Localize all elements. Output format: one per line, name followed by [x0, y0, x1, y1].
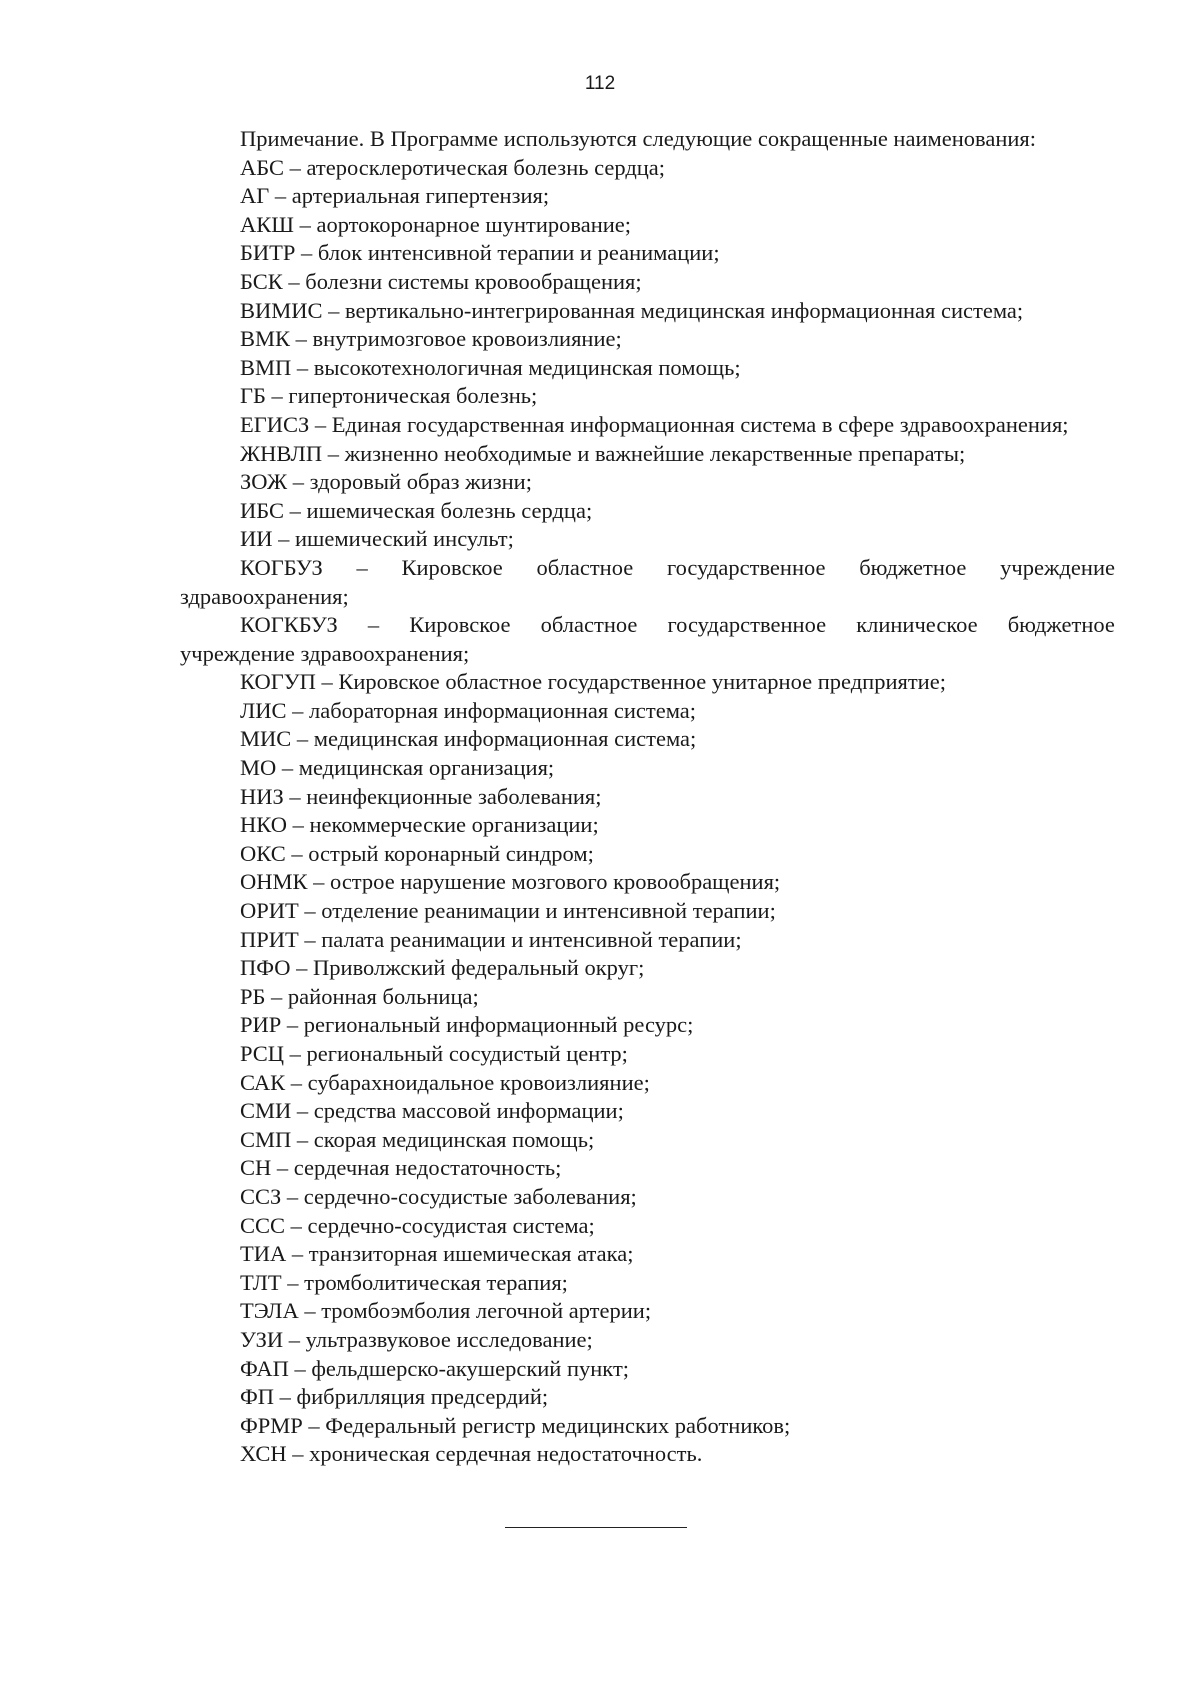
abbreviation-item: ФРМР – Федеральный регистр медицинских работников; — [240, 1412, 791, 1438]
abbreviation-word: бюджетное — [859, 554, 967, 580]
abbreviation-item: БИТР – блок интенсивной терапии и реанимации; — [240, 240, 720, 266]
end-separator-line — [505, 1527, 687, 1528]
abbreviation-item: ОКС – острый коронарный синдром; — [240, 840, 594, 866]
abbreviation-item: ССЗ – сердечно-сосудистые заболевания; — [240, 1183, 637, 1209]
abbreviation-item: НКО – некоммерческие организации; — [240, 812, 599, 838]
abbreviation-item: ВМК – внутримозговое кровоизлияние; — [240, 326, 622, 352]
abbreviation-word: областное — [536, 554, 634, 580]
abbreviation-item: ОРИТ – отделение реанимации и интенсивной терапии; — [240, 898, 776, 924]
abbreviation-first-line — [180, 554, 1115, 583]
abbreviation-item: ПФО – Приволжский федеральный округ; — [240, 955, 645, 981]
abbreviation-item: ВИМИС – вертикально-интегрированная медицинская информационная система; — [240, 297, 1024, 323]
abbreviation-word: бюджетное — [1007, 612, 1115, 638]
abbreviation-word: учреждение — [1000, 554, 1115, 580]
abbreviation-item: ФАП – фельдшерско-акушерский пункт; — [240, 1355, 630, 1381]
abbreviation-item: СМИ – средства массовой информации; — [240, 1098, 624, 1124]
abbreviation-item: АГ – артериальная гипертензия; — [240, 183, 550, 209]
abbreviation-item — [180, 611, 1115, 668]
abbreviation-item: ЕГИСЗ – Единая государственная информационная система в сфере здравоохранения; — [240, 411, 1069, 437]
abbreviation-item: ТЛТ – тромболитическая терапия; — [240, 1269, 568, 1295]
abbreviation-item: ЛИС – лабораторная информационная система; — [240, 697, 697, 723]
abbreviation-word: государственное — [667, 612, 827, 638]
abbreviation-item: ВМП – высокотехнологичная медицинская помощь; — [240, 354, 741, 380]
abbreviation-item: АКШ – аортокоронарное шунтирование; — [240, 211, 632, 237]
document-body — [180, 125, 1115, 1469]
abbreviation-item: ФП – фибрилляция предсердий; — [240, 1384, 549, 1410]
abbreviation-item: ТИА – транзиторная ишемическая атака; — [240, 1241, 634, 1267]
abbreviation-item: МО – медицинская организация; — [240, 755, 555, 781]
abbreviation-item: МИС – медицинская информационная система; — [240, 726, 697, 752]
abbreviation-word: Кировское — [409, 612, 511, 638]
abbreviation-word: Кировское — [401, 554, 503, 580]
abbreviation-item: ОНМК – острое нарушение мозгового кровообращения; — [240, 869, 781, 895]
abbreviation-word: государственное — [666, 554, 826, 580]
abbreviation-continuation: здравоохранения; — [180, 583, 349, 609]
abbreviation-item: ЗОЖ – здоровый образ жизни; — [240, 469, 532, 495]
abbreviation-item: РИР – региональный информационный ресурс; — [240, 1012, 694, 1038]
abbreviation-item: ПРИТ – палата реанимации и интенсивной терапии; — [240, 926, 742, 952]
abbreviation-item: ИИ – ишемический инсульт; — [240, 526, 514, 552]
abbreviation-word: – — [356, 554, 368, 580]
abbreviation-item: НИЗ – неинфекционные заболевания; — [240, 783, 602, 809]
abbreviation-item: КОГУП – Кировское областное государственное унитарное предприятие; — [240, 669, 946, 695]
abbreviation-item: АБС – атеросклеротическая болезнь сердца; — [240, 154, 666, 180]
abbreviation-item: РСЦ – региональный сосудистый центр; — [240, 1041, 628, 1066]
abbreviation-list-wrapped — [180, 554, 1115, 668]
abbreviation-item: РБ – районная больница; — [240, 983, 479, 1009]
abbreviation-item: УЗИ – ультразвуковое исследование; — [240, 1326, 593, 1352]
abbreviation-item: ГБ – гипертоническая болезнь; — [240, 383, 538, 409]
abbreviation-item: СН – сердечная недостаточность; — [240, 1155, 562, 1181]
abbreviation-item: САК – субарахноидальное кровоизлияние; — [240, 1069, 650, 1095]
abbreviation-item: ЖНВЛП – жизненно необходимые и важнейшие лекарственные препараты; — [240, 440, 966, 466]
abbreviation-continuation: учреждение здравоохранения; — [180, 640, 470, 666]
abbreviation-item — [180, 554, 1115, 611]
abbreviation-list-continued — [180, 668, 1115, 1469]
abbreviation-item: ХСН – хроническая сердечная недостаточность. — [240, 1441, 703, 1467]
note-heading: Примечание. В Программе используются следующие сокращенные наименования: — [240, 126, 1037, 151]
abbreviation-item: ТЭЛА – тромбоэмболия легочной артерии; — [240, 1298, 652, 1324]
abbreviation-word: КОГКБУЗ — [240, 612, 338, 638]
page-number: 112 — [584, 73, 616, 94]
abbreviation-list — [180, 154, 1115, 554]
abbreviation-item: ССС – сердечно-сосудистая система; — [240, 1212, 595, 1238]
abbreviation-item: СМП – скорая медицинская помощь; — [240, 1126, 595, 1152]
abbreviation-word: клиническое — [856, 612, 978, 638]
abbreviation-word: КОГБУЗ — [240, 554, 323, 580]
abbreviation-word: – — [367, 612, 380, 638]
abbreviation-item: БСК – болезни системы кровообращения; — [240, 268, 642, 294]
abbreviation-word: областное — [540, 612, 638, 638]
abbreviation-item: ИБС – ишемическая болезнь сердца; — [240, 497, 593, 523]
abbreviation-first-line — [180, 611, 1115, 640]
